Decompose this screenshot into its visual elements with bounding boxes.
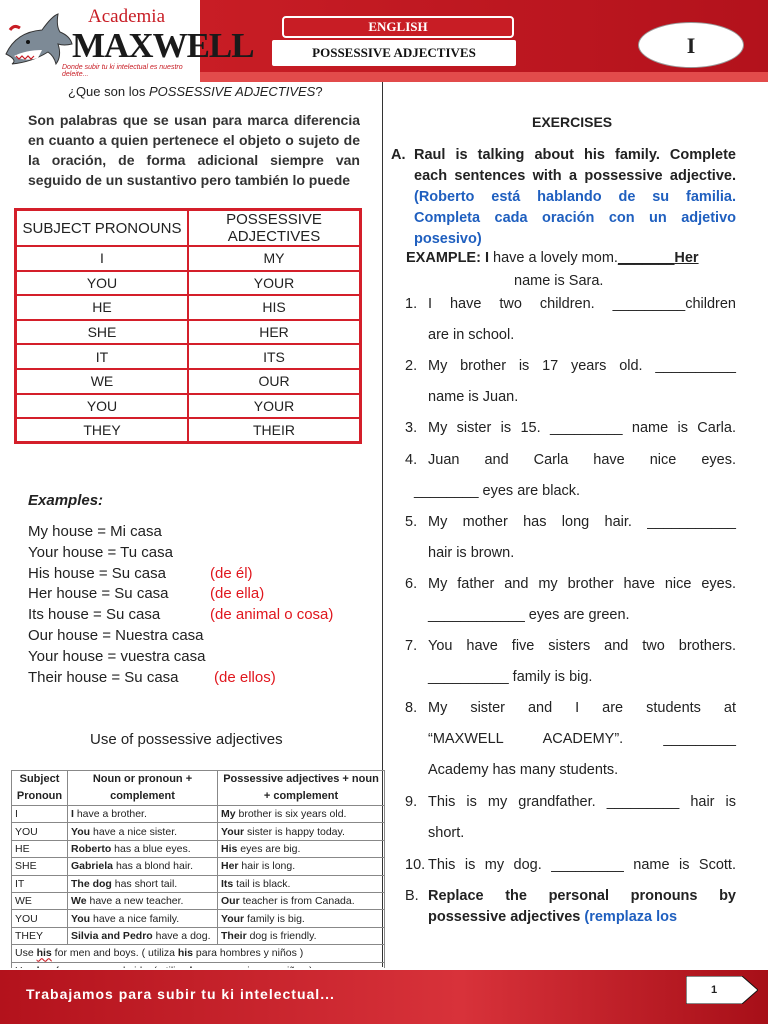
logo-main: MAXWELL [72, 26, 254, 65]
usage-bold: The dog [71, 877, 112, 890]
exercise-number: 10. [405, 857, 426, 873]
usage-note [12, 945, 385, 962]
topic-label: POSSESSIVE ADJECTIVES [272, 40, 516, 66]
page-number-text: 1 [710, 984, 718, 996]
usage-table-possessive [218, 875, 385, 892]
usage-bold: Your [221, 825, 245, 838]
pronoun-table-cell: YOU [16, 271, 189, 296]
example-line [28, 564, 253, 582]
usage-bold: Your [221, 912, 245, 925]
pronoun-table-cell: I [16, 246, 189, 271]
example-line [28, 627, 204, 644]
exercise-line: “MAXWELL ACADEMY”. _________ [428, 731, 736, 747]
usage-bold: Our [221, 895, 240, 908]
usage-bold: We [71, 895, 87, 908]
usage-table-sentence [68, 910, 218, 927]
usage-bold: Gabriela [71, 860, 114, 873]
example-line [406, 248, 699, 269]
pronoun-table-cell: YOUR [188, 394, 361, 419]
usage-table-header-cell: Possessive adjectives + noun + complement [218, 771, 385, 806]
exercise-line: I have two children. _________children [428, 296, 736, 312]
pronoun-table-row [16, 295, 361, 320]
usage-table-row [12, 875, 385, 892]
example-text: Your house = Tu casa [28, 543, 173, 561]
exercise-number: 5. [405, 514, 418, 530]
pronoun-table-row [16, 418, 361, 443]
section-a-label: A. [391, 147, 406, 163]
pronoun-table-row [16, 394, 361, 419]
example-i: I [484, 250, 489, 266]
section-b-label: B. [405, 888, 419, 904]
exercise-line: hair is brown. [428, 545, 515, 561]
usage-bold: Roberto [71, 842, 112, 855]
example-text: have a lovely mom. [488, 250, 618, 266]
level-badge: I [638, 22, 744, 68]
exercise-number: 7. [405, 638, 418, 654]
usage-table-pronoun: YOU [12, 910, 68, 927]
usage-bold: My [221, 808, 236, 821]
example-line [28, 606, 334, 624]
example-text: Your house = vuestra casa [28, 647, 206, 665]
pronoun-table-cell: YOU [16, 394, 189, 419]
usage-table-header-cell: Subject Pronoun [12, 771, 68, 806]
usage-table-sentence [68, 840, 218, 857]
exercise-line: My sister and I are students at [428, 700, 736, 716]
usage-table-possessive [218, 806, 385, 823]
pronoun-table-header [16, 210, 361, 247]
exercise-line: name is Juan. [428, 389, 519, 405]
definition-paragraph: Son palabras que se usan para marca diferencia en cuanto a quien pertenece el objeto o sujeto de la oración, de forma adicional siempre van seguido de un sustantivo pero también lo puede [28, 112, 360, 188]
usage-rest: dog is friendly. [246, 929, 317, 942]
pronoun-table-cell: OUR [188, 369, 361, 394]
section-a-translation: (Roberto está hablando de su familia. Completa cada oración con un adjetivo posesivo) [414, 189, 736, 247]
usage-table-possessive [218, 840, 385, 857]
exercise-line: Academy has many students. [428, 762, 619, 778]
usage-rest: have a nice sister. [90, 825, 178, 838]
example-note: (de animal o cosa) [210, 606, 334, 624]
example-text: Its house = Su casa [28, 606, 161, 624]
usage-rest: brother is six years old. [235, 808, 347, 821]
exercise-line: ____________ eyes are green. [428, 607, 630, 623]
section-b-text: Replace the personal pronouns by possessive adjectives [428, 888, 736, 925]
usage-table-row [12, 823, 385, 840]
pronoun-table-cell: MY [188, 246, 361, 271]
usage-rest: have a brother. [73, 808, 147, 821]
exercise-number: 2. [405, 358, 418, 374]
example-note: (de ellos) [214, 668, 276, 686]
pronoun-table-cell: HE [16, 295, 189, 320]
usage-bold: You [71, 825, 91, 838]
example-line [28, 668, 276, 686]
exercise-number: 4. [405, 452, 418, 468]
usage-rest: sister is happy today. [244, 825, 345, 838]
footer-slogan: Trabajamos para subir tu ki intelectual... [26, 986, 335, 1002]
example-answer: Her [674, 250, 699, 266]
usage-rest: has short tail. [111, 877, 178, 890]
example-text: His house = Su casa [28, 564, 166, 582]
page-number [686, 976, 758, 1004]
usage-bold: You [71, 912, 91, 925]
usage-table-pronoun: HE [12, 840, 68, 857]
usage-table-sentence [68, 806, 218, 823]
example-line [28, 544, 173, 561]
section-b-instructions [428, 886, 736, 928]
usage-rest: teacher is from Canada. [239, 895, 355, 908]
usage-rest: family is big. [244, 912, 305, 925]
usage-bold: Silvia and Pedro [71, 929, 153, 942]
pronoun-table-cell: SHE [16, 320, 189, 345]
usage-rest: have a new teacher. [86, 895, 184, 908]
logo-top: Academia [88, 6, 166, 27]
usage-table-pronoun: I [12, 806, 68, 823]
example-line [28, 648, 205, 665]
usage-table-row [12, 927, 385, 944]
usage-bold: His [221, 842, 238, 855]
pronoun-table-cell: YOUR [188, 271, 361, 296]
example-text: My house = Mi casa [28, 523, 162, 540]
exercise-line: short. [428, 825, 465, 841]
usage-table-sentence [68, 927, 218, 944]
usage-table-possessive [218, 892, 385, 909]
section-a-text: Raul is talking about his family. Complete each sentences with a possessive adjective. [414, 147, 736, 184]
pronoun-table-cell: THEIR [188, 418, 361, 443]
exercise-number: 9. [405, 794, 418, 810]
pronoun-table-row [16, 320, 361, 345]
usage-rest: have a nice family. [90, 912, 180, 925]
question-emphasis: POSSESSIVE ADJECTIVES [148, 84, 316, 99]
usage-table-note-row [12, 945, 385, 962]
examples-heading: Examples: [28, 492, 104, 509]
exercise-line: My mother has long hair. ___________ [428, 514, 736, 530]
section-a-instructions [414, 145, 736, 250]
usage-table-row [12, 858, 385, 875]
usage-table-possessive [218, 927, 385, 944]
example-label: EXAMPLE: [406, 250, 481, 266]
usage-rest: tail is black. [233, 877, 291, 890]
pronoun-table-row [16, 271, 361, 296]
exercise-line: My sister is 15. _________ name is Carla. [428, 420, 736, 436]
usage-bold: Her [221, 860, 239, 873]
usage-table-row [12, 840, 385, 857]
usage-rest: has a blond hair. [113, 860, 194, 873]
usage-bold: Their [221, 929, 247, 942]
usage-table-sentence [68, 875, 218, 892]
usage-table-row [12, 910, 385, 927]
header-banner [0, 0, 768, 82]
usage-rest: eyes are big. [237, 842, 301, 855]
exercises-title: EXERCISES [532, 114, 613, 130]
usage-table [11, 770, 385, 980]
logo-tagline: Donde subir tu ki intelectual es nuestro deleite... [62, 64, 183, 78]
usage-table-pronoun: WE [12, 892, 68, 909]
header-strip [200, 72, 768, 82]
exercise-line: My brother is 17 years old. __________ [428, 358, 736, 374]
question: ¿Que son los POSSESSIVE ADJECTIVES? [68, 84, 323, 99]
usage-table-sentence [68, 823, 218, 840]
usage-note-key: his [177, 947, 193, 960]
exercise-number: 1. [405, 296, 418, 312]
example-note: (de ella) [210, 585, 265, 603]
usage-table-pronoun: SHE [12, 858, 68, 875]
exercise-line: You have five sisters and two brothers. [428, 638, 736, 654]
example-note: (de él) [210, 564, 253, 582]
usage-table-pronoun: IT [12, 875, 68, 892]
pronoun-table-cell: WE [16, 369, 189, 394]
usage-table-pronoun: THEY [12, 927, 68, 944]
exercise-line: This is my dog. _________ name is Scott. [428, 857, 736, 873]
pronoun-table-cell: IT [16, 344, 189, 369]
pronoun-table-cell: HER [188, 320, 361, 345]
exercise-number: 3. [405, 420, 418, 436]
usage-table-pronoun: YOU [12, 823, 68, 840]
pronoun-table [14, 208, 362, 444]
usage-table-sentence [68, 892, 218, 909]
exercise-number: 6. [405, 576, 418, 592]
pronoun-table-row [16, 344, 361, 369]
usage-table-header-cell: Noun or pronoun + complement [68, 771, 218, 806]
usage-note-text: para hombres y niños ) [193, 947, 304, 960]
section-b-translation: (remplaza los [584, 909, 678, 925]
pronoun-table-row [16, 246, 361, 271]
usage-table-row [12, 892, 385, 909]
usage-table-possessive [218, 858, 385, 875]
usage-rest: hair is long. [238, 860, 296, 873]
footer-banner [0, 968, 768, 1024]
usage-note-text: Use [15, 947, 37, 960]
use-heading: Use of possessive adjectives [90, 731, 283, 748]
usage-table-row [12, 806, 385, 823]
exercise-line: are in school. [428, 327, 515, 343]
usage-note-text: for men and boys. ( utiliza [51, 947, 178, 960]
usage-table-header [12, 771, 385, 806]
pronoun-table-cell: THEY [16, 418, 189, 443]
example-blank: _______ [617, 250, 675, 266]
example-text: Our house = Nuestra casa [28, 627, 204, 644]
example-text: Her house = Su casa [28, 585, 169, 603]
exercise-line: Juan and Carla have nice eyes. [428, 452, 736, 468]
pronoun-table-header-cell: POSSESSIVE ADJECTIVES [188, 210, 361, 247]
pronoun-table-cell: ITS [188, 344, 361, 369]
example-continuation: name is Sara. [514, 273, 604, 289]
usage-rest: have a dog. [152, 929, 211, 942]
academy-logo [2, 4, 254, 80]
usage-bold: Its [221, 877, 234, 890]
pronoun-table-header-cell: SUBJECT PRONOUNS [16, 210, 189, 247]
exercise-line: __________ family is big. [428, 669, 593, 685]
usage-rest: has a blue eyes. [111, 842, 191, 855]
example-line [28, 585, 265, 603]
exercise-line: My father and my brother have nice eyes. [428, 576, 736, 592]
example-line [28, 523, 162, 540]
exercise-number: 8. [405, 700, 418, 716]
usage-table-possessive [218, 823, 385, 840]
subject-label: ENGLISH [282, 16, 514, 38]
exercise-line: ________ eyes are black. [414, 483, 581, 499]
usage-note-key: his [36, 947, 52, 960]
usage-table-possessive [218, 910, 385, 927]
usage-table-sentence [68, 858, 218, 875]
pronoun-table-row [16, 369, 361, 394]
example-text: Their house = Su casa [28, 668, 179, 686]
pronoun-table-cell: HIS [188, 295, 361, 320]
exercise-line: This is my grandfather. _________ hair is [428, 794, 736, 810]
usage-bold: I [71, 808, 74, 821]
